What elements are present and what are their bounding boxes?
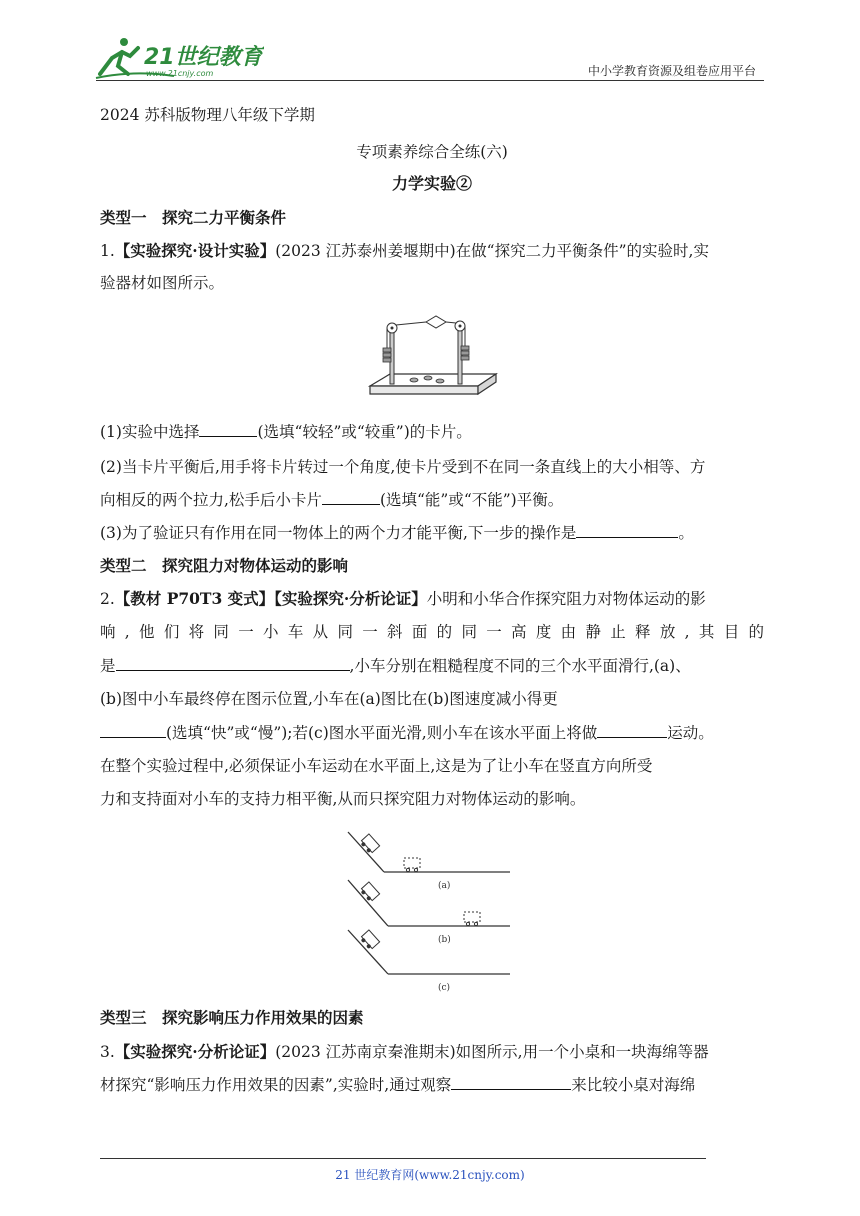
- figure-label-a: (a): [438, 881, 451, 891]
- question-2-line-1: [100, 588, 764, 610]
- answer-blank-3[interactable]: [576, 522, 678, 538]
- part-3-end: 。: [678, 524, 694, 542]
- answer-blank-6[interactable]: [597, 722, 667, 738]
- runner-logo-icon: [94, 34, 264, 80]
- question-2-line-4: (b)图中小车最终停在图示位置,小车在(a)图比在(b)图速度减小得更: [100, 690, 558, 708]
- question-1-line-1: [100, 240, 764, 262]
- question-2-line-3: [100, 655, 764, 677]
- question-number: 1.: [100, 242, 115, 260]
- section-heading-2: 类型二 探究阻力对物体运动的影响: [100, 556, 349, 575]
- part-2-options: (选填“能”或“不能”)平衡。: [379, 491, 564, 509]
- footer-divider: [100, 1158, 706, 1159]
- logo-text: 21世纪教育: [144, 45, 263, 70]
- question-number: 2.: [100, 590, 115, 608]
- question-2-line-5: [100, 722, 764, 744]
- page-subtitle: 专项素养综合全练(六): [356, 143, 508, 161]
- line-5-end: 运动。: [667, 724, 714, 742]
- incline-ramps-figure: [344, 822, 514, 998]
- question-2-line-6: 在整个实验过程中,必须保证小车运动在水平面上,这是为了让小车在竖直方向所受: [100, 757, 653, 775]
- part-2-text: 向相反的两个拉力,松手后小卡片: [100, 491, 322, 509]
- question-text: (2023 江苏南京秦淮期末)如图所示,用一个小桌和一块海绵等器: [275, 1043, 709, 1061]
- question-tag: 【教材 P70T3 变式】【实验探究·分析论证】: [114, 589, 427, 608]
- topic-title: 力学实验②: [391, 174, 472, 193]
- part-1-text: (1)实验中选择: [100, 423, 200, 441]
- question-1-part-2-line-1: (2)当卡片平衡后,用手将卡片转过一个角度,使卡片受到不在同一条直线上的大小相等、方: [100, 458, 706, 476]
- question-1-part-3: [100, 522, 764, 544]
- section-heading-3: 类型三 探究影响压力作用效果的因素: [100, 1008, 364, 1027]
- question-text: (2023 江苏泰州姜堰期中)在做“探究二力平衡条件”的实验时,实: [275, 242, 709, 260]
- question-1-line-2: 验器材如图所示。: [100, 274, 225, 292]
- question-3-line-1: [100, 1041, 764, 1063]
- line-5-text: (选填“快”或“慢”);若(c)图水平面光滑,则小车在该水平面上将做: [166, 724, 598, 742]
- section-heading-1: 类型一 探究二力平衡条件: [100, 208, 287, 227]
- line-3-start: 是: [100, 657, 116, 675]
- line-3-rest: ,小车分别在粗糙程度不同的三个水平面滑行,(a)、: [349, 657, 691, 675]
- logo-url: www.21cnjy.com: [146, 69, 214, 78]
- question-2-line-2: 响,他们将同一小车从同一斜面的同一高度由静止释放,其目的: [100, 623, 764, 641]
- line-2-rest: 来比较小桌对海绵: [571, 1076, 696, 1094]
- question-tag: 【实验探究·设计实验】: [114, 241, 276, 260]
- footer-link[interactable]: 21 世纪教育网(www.21cnjy.com): [335, 1168, 525, 1182]
- line-2-text: 材探究“影响压力作用效果的因素”,实验时,通过观察: [100, 1076, 452, 1094]
- question-number: 3.: [100, 1043, 115, 1061]
- question-tag: 【实验探究·分析论证】: [114, 1042, 276, 1061]
- question-3-line-2: [100, 1074, 764, 1096]
- question-2-line-7: 力和支持面对小车的支持力相平衡,从而只探究阻力对物体运动的影响。: [100, 790, 586, 808]
- course-title: 2024 苏科版物理八年级下学期: [100, 106, 315, 124]
- part-1-options: (选填“较轻”或“较重”)的卡片。: [257, 423, 472, 441]
- answer-blank-7[interactable]: [451, 1074, 571, 1090]
- header-divider: [96, 80, 764, 81]
- balance-apparatus-figure: [366, 308, 500, 400]
- figure-label-c: (c): [438, 983, 451, 993]
- part-3-text: (3)为了验证只有作用在同一物体上的两个力才能平衡,下一步的操作是: [100, 524, 577, 542]
- answer-blank-1[interactable]: [199, 421, 257, 437]
- figure-label-b: (b): [438, 935, 451, 945]
- answer-blank-4[interactable]: [116, 655, 350, 671]
- answer-blank-5[interactable]: [100, 722, 166, 738]
- site-logo: [94, 34, 264, 80]
- question-1-part-2-line-2: [100, 489, 764, 511]
- question-text: 小明和小华合作探究阻力对物体运动的影: [426, 590, 706, 608]
- platform-label: 中小学教育资源及组卷应用平台: [587, 64, 756, 78]
- question-1-part-1: [100, 421, 764, 443]
- answer-blank-2[interactable]: [322, 489, 380, 505]
